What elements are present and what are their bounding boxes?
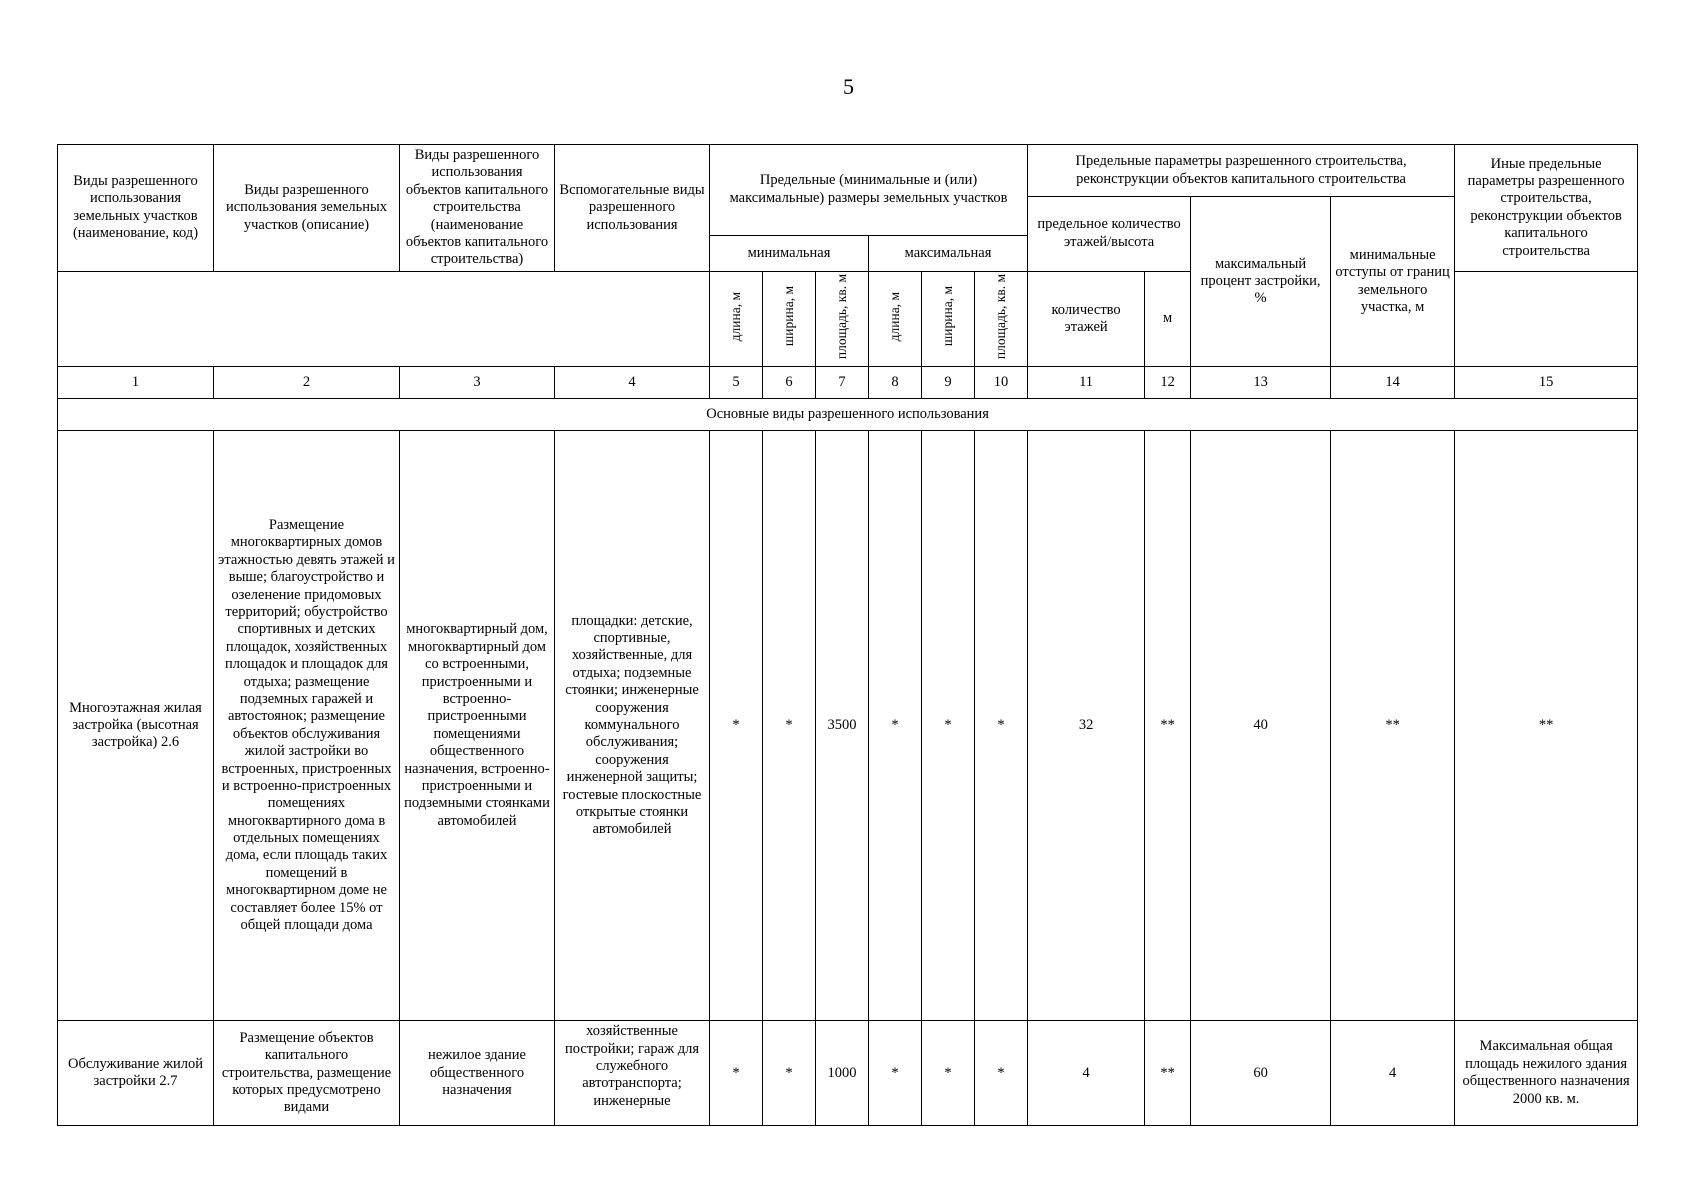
header-floors-height: предельное количество этажей/высота (1028, 197, 1191, 272)
column-number: 13 (1191, 367, 1331, 399)
max-area-value: * (975, 1021, 1028, 1126)
column-number: 10 (975, 367, 1028, 399)
land-use-name: Обслуживание жилой застройки 2.7 (58, 1021, 214, 1126)
min-length-value: * (710, 1021, 763, 1126)
max-percent-value: 40 (1191, 431, 1331, 1021)
land-use-description: Размещение объектов капитального строительства, размещение которых предусмотрено видами (214, 1021, 400, 1126)
setback-value: ** (1331, 431, 1455, 1021)
header-floors-count: количество этажей (1028, 271, 1145, 367)
floors-value: 4 (1028, 1021, 1145, 1126)
min-width-value: * (763, 1021, 816, 1126)
auxiliary-uses: хозяйственные постройки; гараж для служебного автотранспорта; инженерные (555, 1021, 710, 1126)
header-max-width: ширина, м (922, 271, 975, 367)
header-capital-objects: Виды разрешенного использования объектов капитального строительства (наименование объектов капитального строительства) (400, 145, 555, 272)
column-number: 7 (816, 367, 869, 399)
header-min-area: площадь, кв. м (816, 271, 869, 367)
min-area-value: 3500 (816, 431, 869, 1021)
max-area-value: * (975, 431, 1028, 1021)
header-min-setback: минимальные отступы от границ земельного участка, м (1331, 197, 1455, 367)
header-max-length: длина, м (869, 271, 922, 367)
capital-objects: многоквартирный дом, многоквартирный дом со встроенными, пристроенными и встроенно-пристроенными помещениями общественного назначения, встроенно-пристроенными и подземными стоянками автомобилей (400, 431, 555, 1021)
column-number: 9 (922, 367, 975, 399)
max-length-value: * (869, 1021, 922, 1126)
header-other-params: Иные предельные параметры разрешенного строительства, реконструкции объектов капитального строительства (1455, 145, 1638, 272)
capital-objects: нежилое здание общественного назначения (400, 1021, 555, 1126)
min-width-value: * (763, 431, 816, 1021)
max-width-value: * (922, 1021, 975, 1126)
column-number: 3 (400, 367, 555, 399)
other-params-value: Максимальная общая площадь нежилого здания общественного назначения 2000 кв. м. (1455, 1021, 1638, 1126)
column-number: 15 (1455, 367, 1638, 399)
column-number: 12 (1145, 367, 1191, 399)
max-width-value: * (922, 431, 975, 1021)
land-use-description: Размещение многоквартирных домов этажностью девять этажей и выше; благоустройство и озеленение придомовых территорий; обустройство спортивных и детских площадок, хозяйственных площадок и площадок для отдыха; размещение подземных гаражей и автостоянок; размещение объектов обслуживания жилой застройки во встроенных, пристроенных и встроенно-пристроенных помещениях многоквартирного дома в отдельных помещениях дома, если площадь таких помещений в многоквартирном доме не составляет более 15% от общей площади дома (214, 431, 400, 1021)
min-length-value: * (710, 431, 763, 1021)
section-title: Основные виды разрешенного использования (58, 399, 1638, 431)
table-row (58, 1021, 1638, 1126)
header-auxiliary-uses: Вспомогательные виды разрешенного использования (555, 145, 710, 272)
column-number: 6 (763, 367, 816, 399)
land-use-table (57, 144, 1638, 1126)
floors-value: 32 (1028, 431, 1145, 1021)
header-max-percent: максимальный процент застройки, % (1191, 197, 1331, 367)
header-maximal: максимальная (869, 235, 1028, 271)
setback-value: 4 (1331, 1021, 1455, 1126)
auxiliary-uses: площадки: детские, спортивные, хозяйственные, для отдыха; подземные стоянки; инженерные сооружения коммунального обслуживания; сооружения инженерной защиты; гостевые плоскостные открытые стоянки автомобилей (555, 431, 710, 1021)
column-number: 14 (1331, 367, 1455, 399)
column-number: 11 (1028, 367, 1145, 399)
header-min-length: длина, м (710, 271, 763, 367)
column-number: 1 (58, 367, 214, 399)
max-percent-value: 60 (1191, 1021, 1331, 1126)
header-min-width: ширина, м (763, 271, 816, 367)
column-number: 4 (555, 367, 710, 399)
column-number: 2 (214, 367, 400, 399)
other-params-value: ** (1455, 431, 1638, 1021)
header-max-area: площадь, кв. м (975, 271, 1028, 367)
header-plot-sizes: Предельные (минимальные и (или) максимальные) размеры земельных участков (710, 145, 1028, 236)
height-value: ** (1145, 431, 1191, 1021)
land-use-name: Многоэтажная жилая застройка (высотная застройка) 2.6 (58, 431, 214, 1021)
table-row (58, 431, 1638, 1021)
header-minimal: минимальная (710, 235, 869, 271)
header-build-params: Предельные параметры разрешенного строительства, реконструкции объектов капитального строительства (1028, 145, 1455, 197)
header-land-use-description: Виды разрешенного использования земельных участков (описание) (214, 145, 400, 272)
column-number: 8 (869, 367, 922, 399)
height-value: ** (1145, 1021, 1191, 1126)
max-length-value: * (869, 431, 922, 1021)
page-number: 5 (843, 74, 854, 99)
header-meters: м (1145, 271, 1191, 367)
min-area-value: 1000 (816, 1021, 869, 1126)
column-number: 5 (710, 367, 763, 399)
header-land-use-name: Виды разрешенного использования земельных участков (наименование, код) (58, 145, 214, 272)
